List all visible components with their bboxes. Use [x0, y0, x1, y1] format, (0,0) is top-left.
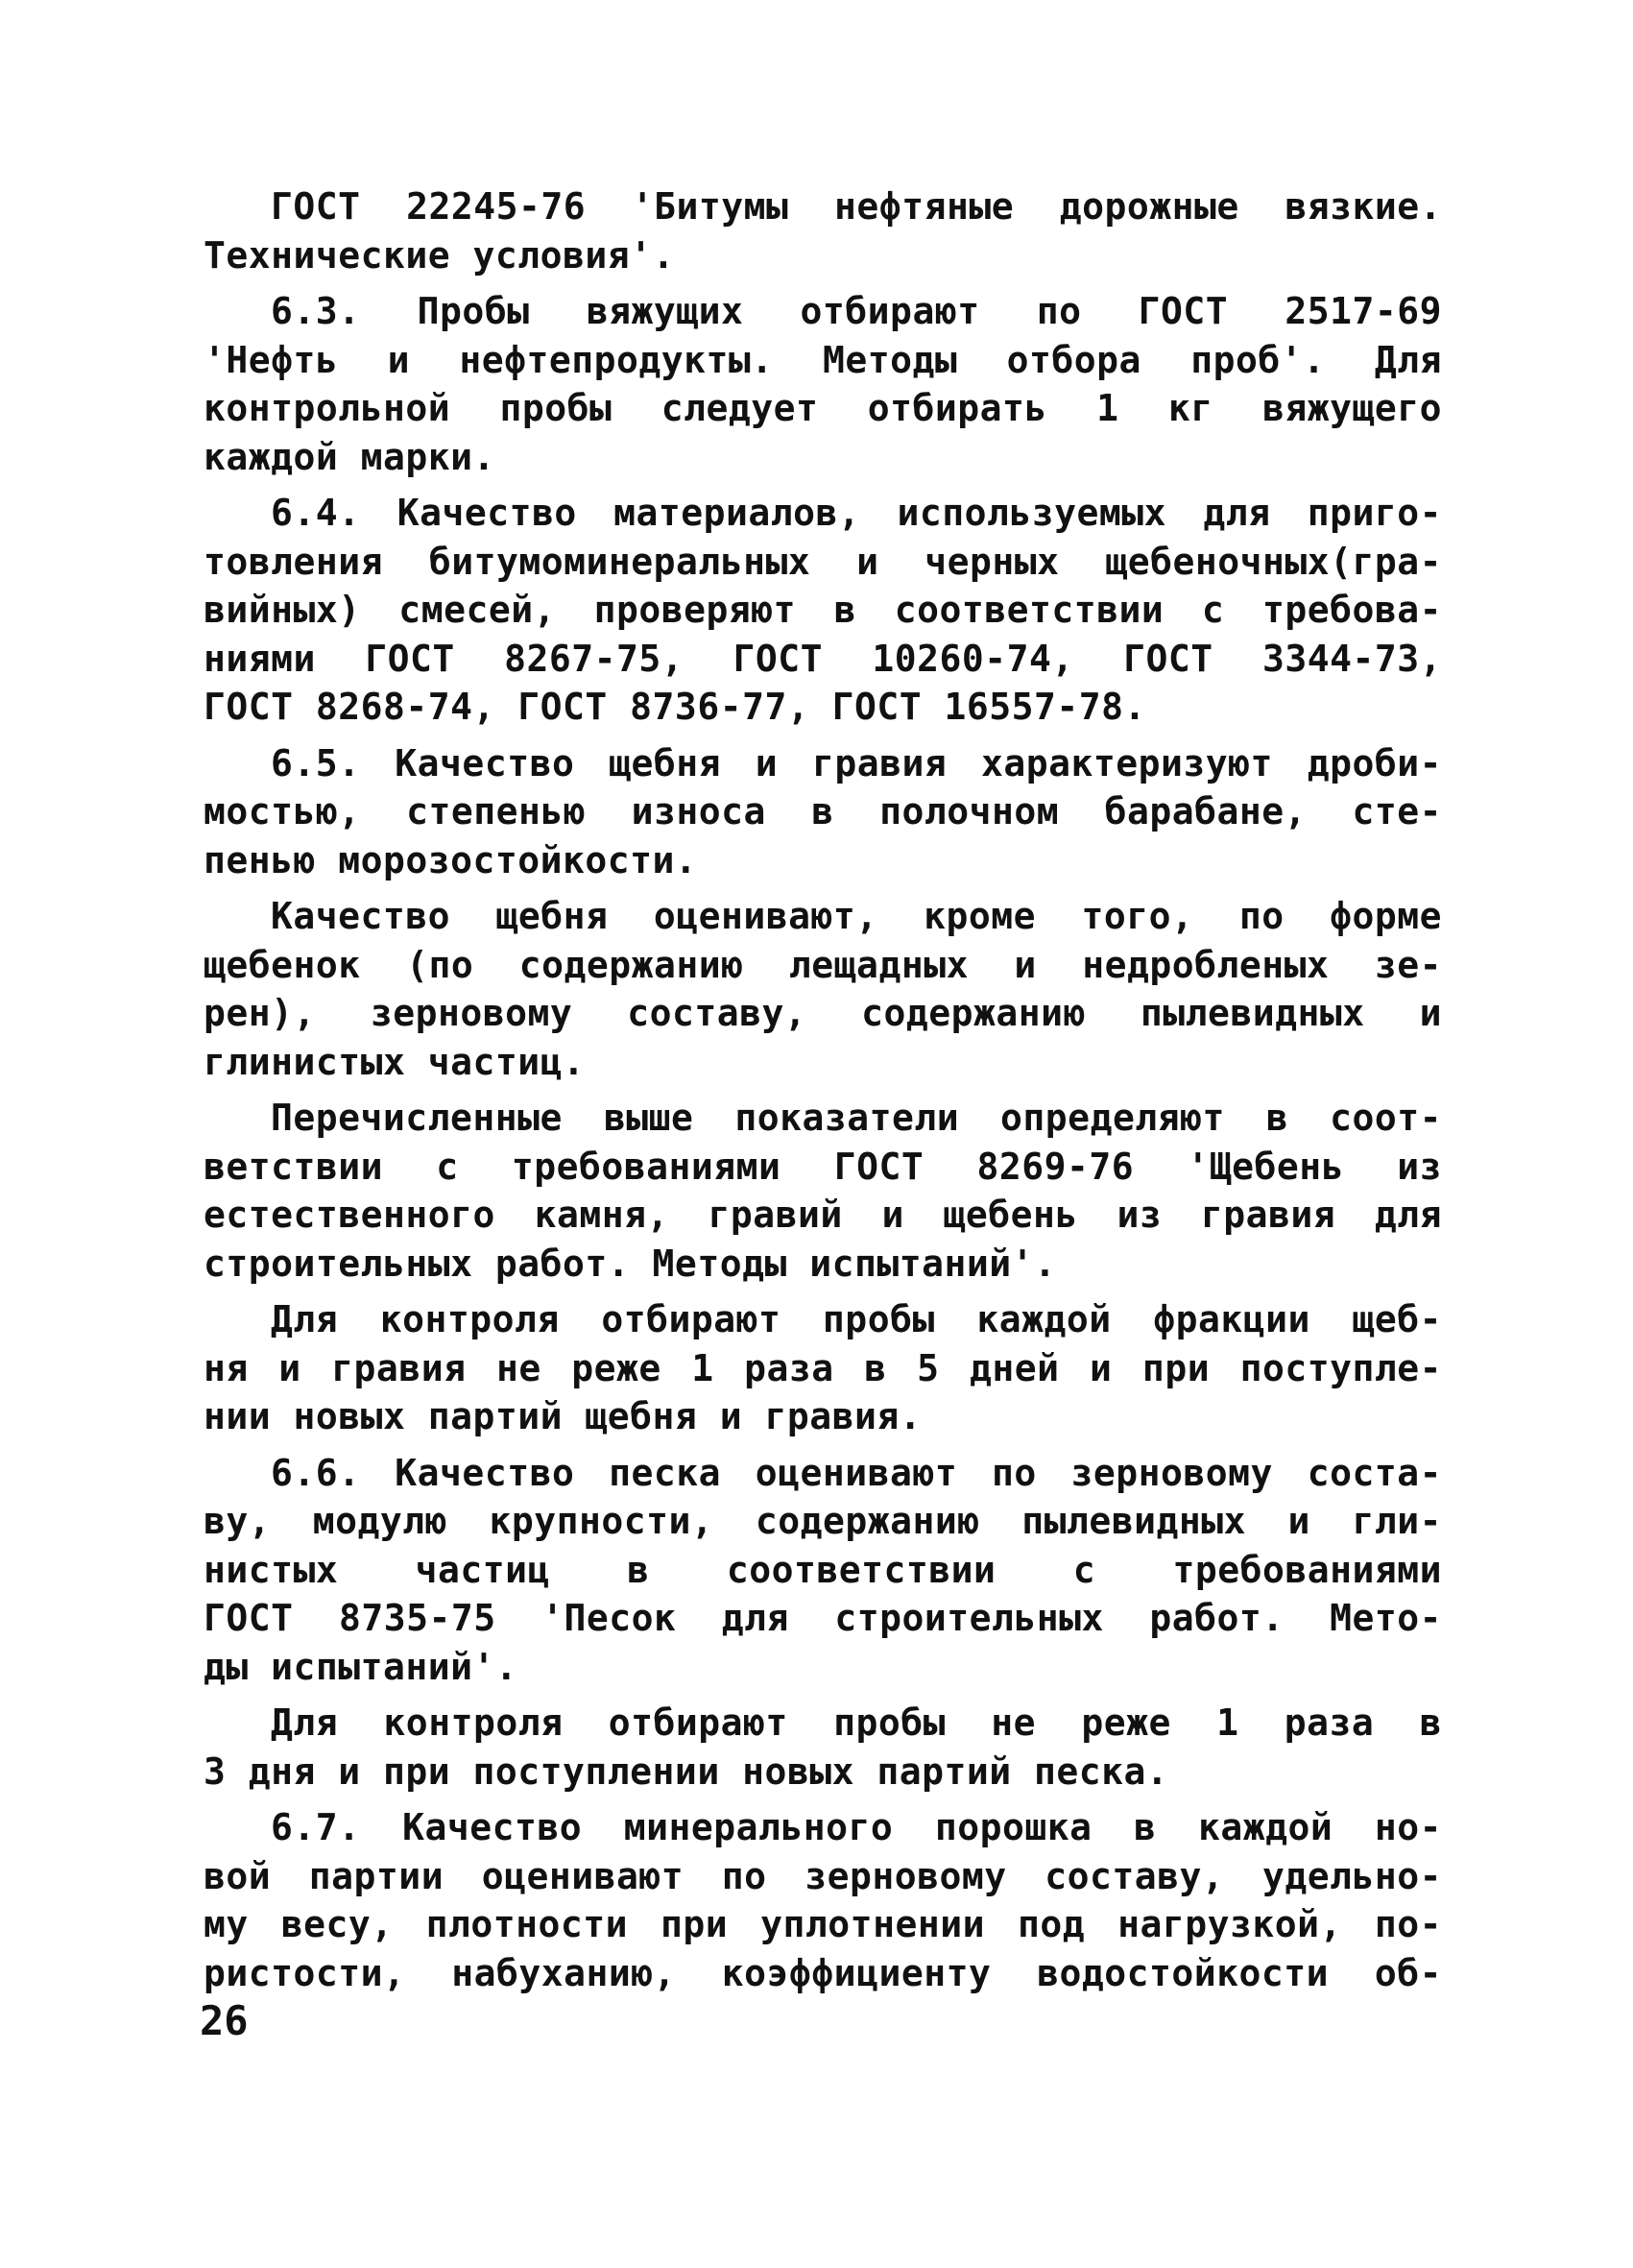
paragraph-6-5-shape: [204, 892, 1442, 1086]
text-line: 6.3. Пробы вяжущих отбирают по ГОСТ 2517-69: [271, 290, 1442, 332]
text-line: строительных работ. Методы испытаний'.: [204, 1242, 1057, 1285]
text-line: Перечисленные выше показатели определяют в соот-: [271, 1097, 1442, 1139]
text-line: ГОСТ 8735-75 'Песок для строительных работ. Мето-: [204, 1597, 1442, 1639]
text-line: рен), зерновому составу, содержанию пылевидных и: [204, 992, 1442, 1034]
text-line: 3 дня и при поступлении новых партий песка.: [204, 1749, 1169, 1793]
paragraph-6-4: [204, 489, 1442, 732]
text-line: 6.4. Качество материалов, используемых для приго-: [271, 492, 1442, 534]
text-line: ГОСТ 22245-76 'Битумы нефтяные дорожные вязкие.: [271, 185, 1442, 228]
page-number: 26: [200, 1997, 249, 2044]
paragraph-6-7: [204, 1803, 1442, 1997]
text-line: Для контроля отбирают пробы не реже 1 раза в: [271, 1701, 1442, 1744]
text-line: товления битумоминеральных и черных щебеночных(гра-: [204, 540, 1442, 583]
text-line: ветствии с требованиями ГОСТ 8269-76 'Щебень из: [204, 1145, 1442, 1188]
text-line: му весу, плотности при уплотнении под нагрузкой, по-: [204, 1903, 1442, 1945]
text-line: каждой марки.: [204, 435, 495, 478]
text-line: щебенок (по содержанию лещадных и недробленых зе-: [204, 943, 1442, 986]
text-line: ды испытаний'.: [204, 1645, 518, 1688]
text-line: глинистых частиц.: [204, 1040, 586, 1083]
paragraph-6-5-control: [204, 1295, 1442, 1441]
text-line: естественного камня, гравий и щебень из гравия для: [204, 1194, 1442, 1236]
paragraph-6-5-methods: [204, 1094, 1442, 1288]
text-line: 'Нефть и нефтепродукты. Методы отбора проб'. Для: [204, 338, 1442, 381]
text-line: нии новых партий щебня и гравия.: [204, 1395, 923, 1437]
text-line: вийных) смесей, проверяют в соответствии с требова-: [204, 589, 1442, 631]
text-line: нистых частиц в соответствии с требованиями: [204, 1548, 1442, 1591]
text-line: ристости, набуханию, коэффициенту водостойкости об-: [204, 1951, 1442, 1994]
text-line: Качество щебня оценивают, кроме того, по форме: [271, 895, 1442, 937]
text-line: контрольной пробы следует отбирать 1 кг вяжущего: [204, 387, 1442, 429]
text-line: ня и гравия не реже 1 раза в 5 дней и при поступле-: [204, 1346, 1442, 1389]
text-line: Технические условия'.: [204, 233, 675, 277]
paragraph-6-6: [204, 1449, 1442, 1692]
paragraph-6-6-control: [204, 1699, 1442, 1796]
text-line: 6.7. Качество минерального порошка в каждой но-: [271, 1806, 1442, 1848]
text-line: мостью, степенью износа в полочном барабане, сте-: [204, 790, 1442, 832]
text-line: ниями ГОСТ 8267-75, ГОСТ 10260-74, ГОСТ 3344-73,: [204, 637, 1442, 680]
text-line: 6.6. Качество песка оценивают по зерновому соста-: [271, 1451, 1442, 1494]
text-line: вой партии оценивают по зерновому составу, удельно-: [204, 1854, 1442, 1897]
paragraph-gost-22245: [204, 182, 1442, 279]
paragraph-6-5: [204, 739, 1442, 885]
text-line: 6.5. Качество щебня и гравия характеризуют дроби-: [271, 741, 1442, 784]
text-line: ГОСТ 8268-74, ГОСТ 8736-77, ГОСТ 16557-78.: [204, 686, 1146, 728]
text-line: пенью морозостойкости.: [204, 838, 698, 881]
paragraph-6-3: [204, 287, 1442, 481]
body-text: [204, 182, 1442, 1997]
text-line: Для контроля отбирают пробы каждой фракции щеб-: [271, 1298, 1442, 1340]
text-line: ву, модулю крупности, содержанию пылевидных и гли-: [204, 1500, 1442, 1542]
